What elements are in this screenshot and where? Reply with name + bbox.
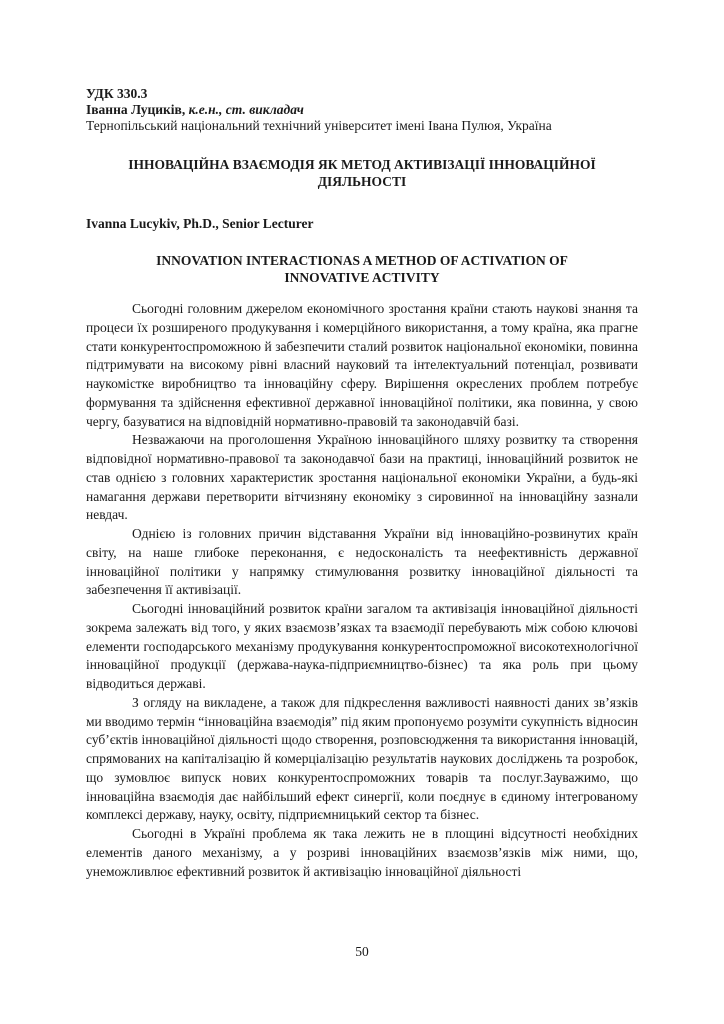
paragraph: Сьогодні в Україні проблема як така лежить не в площині відсутності необхідних елементів даного механізму, а у розриві інноваційних взаємозв’язків між ними, що, унеможливлює ефективний розвиток й активізацію інноваційної діяльності xyxy=(86,826,638,879)
affiliation: Тернопільський національний технічний університет імені Івана Пулюя, Україна xyxy=(86,118,552,133)
author-ukrainian xyxy=(86,102,638,118)
document-page xyxy=(86,86,638,881)
paragraph: Сьогодні інноваційний розвиток країни загалом та активізація інноваційної діяльності зокрема залежать від того, у яких взаємозв’язках та взаємодії перебувають між собою ключові елементи господарського механізму продукування конкурентоспроможної високотехнологічної інноваційної продукції (держава-наука-підприємництво-бізнес) та яка роль при цьому відводиться державі. xyxy=(86,601,638,691)
paragraph: Незважаючи на проголошення Україною інноваційного шляху розвитку та створення відповідної нормативно-правової та законодавчої бази на практиці, інноваційний розвиток не став однією з головних характеристик зростання національної економіки України, а будь-які намагання держави перетворити вітчизняну економіку з сировинної на інноваційну зазнали невдач. xyxy=(86,432,638,523)
author-name-uk: Іванна Луциків, xyxy=(86,102,186,117)
paragraph: З огляду на викладене, а також для підкреслення важливості наявності даних зв’язків ми вводимо термін “інноваційна взаємодія” під яким пропонуємо розуміти сукупність відносин суб’єктів інноваційної діяльності щодо створення, розповсюдження та використання інновацій, спрямованих на капіталізацію й комерціалізацію результатів наукових досліджень та розробок, що зумовлює випуск нових конкурентоспроможних товарів та послуг.Зауважимо, що інноваційна взаємодія дає найбільший ефект синергії, коли поєднує в єдиному інтегрованому комплексі державу, науку, освіту, підприємницький сектор та бізнес. xyxy=(86,694,638,823)
article-title-ukrainian: ІННОВАЦІЙНА ВЗАЄМОДІЯ ЯК МЕТОД АКТИВІЗАЦІЇ ІННОВАЦІЙНОЇ ДІЯЛЬНОСТІ xyxy=(128,157,596,189)
author-english: Ivanna Lucykiv, Ph.D., Senior Lecturer xyxy=(86,216,314,231)
author-degree-uk: к.е.н., ст. викладач xyxy=(185,102,304,117)
article-title-english: INNOVATION INTERACTIONAS A METHOD OF ACTIVATION OF INNOVATIVE ACTIVITY xyxy=(156,253,568,285)
paragraph: Однією із головних причин відставання України від інноваційно-розвинутих країн світу, на наше глибоке переконання, є недосконалість та неефективність державної інноваційної політики у напрямку стимулювання розвитку інноваційної діяльності та забезпечення її активізації. xyxy=(86,526,638,598)
article-body xyxy=(86,300,638,881)
paragraph: Сьогодні головним джерелом економічного зростання країни стають наукові знання та процеси їх розширеного продукування і комерційного використання, а тому країна, яка прагне стати конкурентоспроможною й забезпечити сталий розвиток національної економіки, повинна підтримувати на високому рівні власний науковий та інтелектуальний потенціал, розвивати наукомістке виробництво та інноваційну сферу. Вирішення окреслених проблем потребує формування та здійснення ефективної державної інноваційної політики, яка повинна, у свою чергу, базуватися на відповідній нормативно-правовій та законодавчій базі. xyxy=(86,301,638,429)
udk-code: УДК 330.3 xyxy=(86,86,148,101)
page-number: 50 xyxy=(355,944,369,959)
